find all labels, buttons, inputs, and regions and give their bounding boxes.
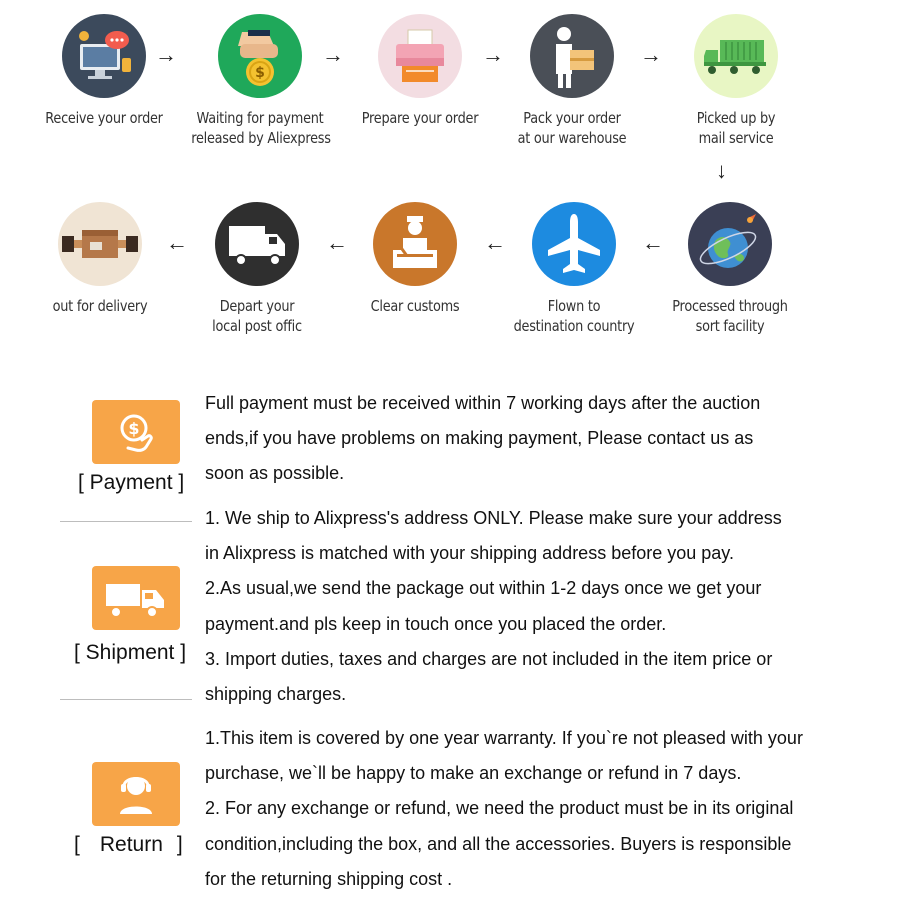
text-line: for the returning shipping cost .	[205, 868, 453, 889]
step-prepare-order	[340, 14, 500, 128]
step-label-line2: destination country	[513, 317, 635, 335]
arrow-left-icon: ←	[484, 230, 506, 255]
step-waiting-payment	[180, 14, 340, 148]
airplane-icon	[532, 202, 616, 286]
payment-text	[205, 386, 895, 492]
step-label-line1: Processed through	[672, 297, 788, 315]
step-picked-up	[656, 14, 816, 148]
arrow-down-icon: ↓	[716, 158, 727, 183]
step-clear-customs	[335, 202, 495, 316]
section-title-shipment: [ Shipment ]	[74, 641, 187, 664]
step-label-line2: at our warehouse	[517, 129, 627, 147]
step-out-for-delivery	[20, 202, 180, 316]
step-label-line2: sort facility	[695, 317, 765, 335]
text-line: 3. Import duties, taxes and charges are not included in the item price or	[205, 648, 773, 669]
step-receive-order	[24, 14, 184, 128]
step-label: Clear customs	[370, 297, 460, 315]
text-line: 2. For any exchange or refund, we need the product must be in its original	[205, 798, 794, 819]
text-line: ends,if you have problems on making payment, Please contact us as	[205, 428, 754, 449]
globe-icon	[688, 202, 772, 286]
text-line: 2.As usual,we send the package out within 1-2 days once we get your	[205, 578, 762, 599]
text-line: shipping charges.	[205, 683, 347, 704]
text-line: condition,including the box, and all the accessories. Buyers is responsible	[205, 833, 792, 854]
step-flown-to-destination	[494, 202, 654, 336]
step-label: out for delivery	[52, 297, 148, 315]
step-label-line1: Pack your order	[523, 109, 621, 127]
step-label-line2: mail service	[698, 129, 774, 147]
text-line: purchase, we`ll be happy to make an exchange or refund in 7 days.	[205, 763, 742, 784]
svg-text:$: $	[255, 65, 265, 81]
return-word: Return	[99, 833, 163, 856]
step-pack-order	[492, 14, 652, 148]
text-line: 1. We ship to Alixpress's address ONLY. Please make sure your address	[205, 508, 782, 528]
text-line: Full payment must be received within 7 working days after the auction	[205, 393, 761, 413]
return-text	[205, 721, 895, 897]
step-label-line1: Waiting for payment	[196, 109, 324, 127]
step-label-line2: released by Aliexpress	[191, 129, 331, 147]
dollar-hand-icon	[92, 400, 180, 464]
computer-chat-icon	[62, 14, 146, 98]
arrow-right-icon: →	[640, 42, 662, 67]
shipment-text	[205, 501, 895, 712]
text-line: soon as possible.	[205, 463, 345, 484]
step-label-line1: Flown to	[547, 297, 601, 315]
package-icon	[58, 202, 142, 286]
section-title-return	[74, 833, 183, 857]
arrow-left-icon: ←	[166, 230, 188, 255]
arrow-left-icon: ←	[642, 230, 664, 255]
arrow-right-icon: →	[482, 42, 504, 67]
divider	[60, 521, 192, 522]
bracket-close: ]	[176, 833, 183, 856]
divider	[60, 699, 192, 700]
truck-icon	[92, 566, 180, 630]
step-label-line2: local post offic	[212, 317, 302, 335]
step-label: Receive your order	[45, 109, 163, 127]
step-label-line1: Depart your	[219, 297, 295, 315]
arrow-right-icon: →	[322, 42, 344, 67]
worker-box-icon	[530, 14, 614, 98]
step-label: Prepare your order	[361, 109, 479, 127]
step-depart-post-office	[177, 202, 337, 336]
customer-service-icon	[92, 762, 180, 826]
svg-text:$: $	[128, 419, 140, 438]
text-line: payment.and pls keep in touch once you placed the order.	[205, 613, 667, 634]
bracket-open: [	[74, 833, 80, 856]
step-sort-facility	[650, 202, 810, 336]
truck-icon	[694, 14, 778, 98]
arrow-right-icon: →	[155, 42, 177, 67]
section-title-payment: [ Payment ]	[78, 471, 185, 494]
text-line: 1.This item is covered by one year warranty. If you`re not pleased with your	[205, 728, 803, 748]
step-label-line1: Picked up by	[696, 109, 776, 127]
printer-icon	[378, 14, 462, 98]
van-icon	[215, 202, 299, 286]
hand-coin-icon	[218, 14, 302, 98]
text-line: in Alixpress is matched with your shipping address before you pay.	[205, 543, 734, 564]
arrow-left-icon: ←	[326, 230, 348, 255]
customs-officer-icon	[373, 202, 457, 286]
